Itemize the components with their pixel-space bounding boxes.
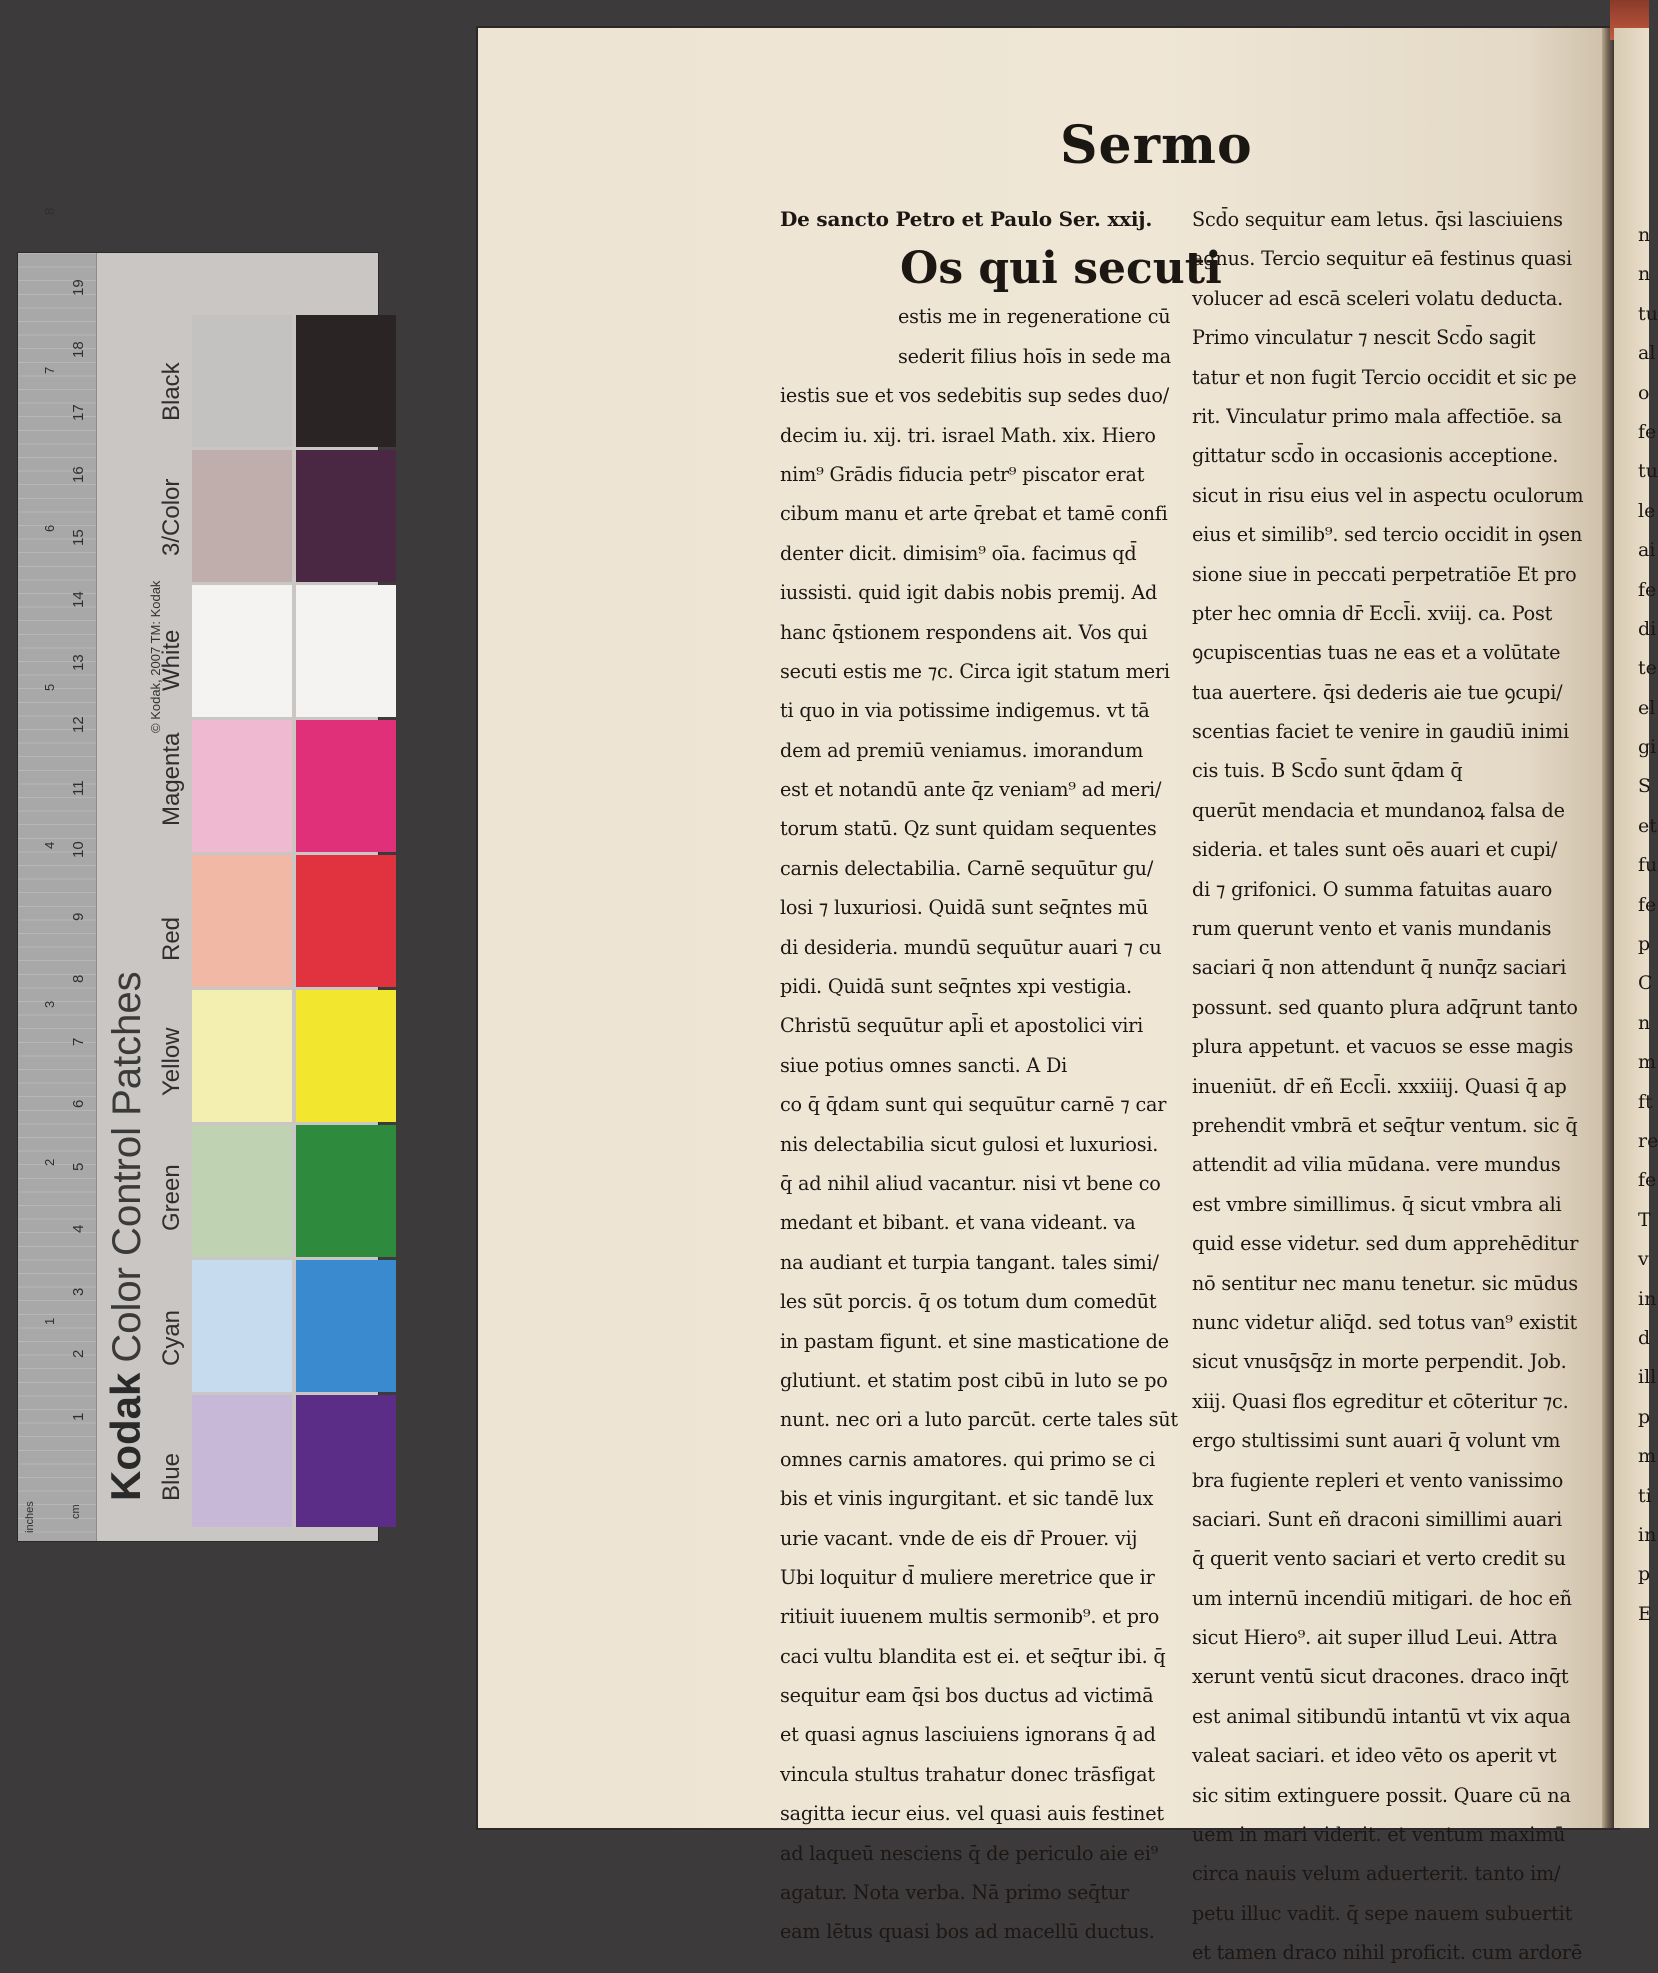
edge-text-fragment: n [1638, 263, 1651, 286]
sermon-title: De sancto Petro et Paulo Ser. xxij. [780, 207, 1153, 231]
text-line: eam lētus quasi bos ad macellū ductus. [780, 1920, 1155, 1944]
text-line: circa nauis velum aduerterit. tanto im/ [1192, 1862, 1561, 1886]
patch-green-dark [296, 1125, 396, 1257]
text-line: sederit filius hoīs in sede ma [898, 344, 1171, 368]
text-line: cibum manu et arte q̄rebat et tamē confi [780, 502, 1168, 526]
text-line: torum statū. Qz sunt quidam sequentes [780, 817, 1157, 841]
text-line: di desideria. mundū sequūtur auari ⁊ cu [780, 935, 1162, 959]
text-line: gittatur scd̄o in occasionis acceptione. [1192, 444, 1559, 468]
text-line: volucer ad escā sceleri volatu deducta. [1192, 286, 1564, 310]
text-line: scentias faciet te venire in gaudiū inimi [1192, 720, 1569, 744]
text-line: iussisti. quid igit dabis nobis premij. Ad [780, 581, 1158, 605]
patch-blue-light [192, 1395, 292, 1527]
inch-unit-label: inches [24, 1501, 36, 1533]
inch-tick-label: 2 [42, 1158, 57, 1166]
edge-text-fragment: ft [1638, 1090, 1653, 1113]
text-line: iestis sue et vos sedebitis sup sedes duo/ [780, 384, 1169, 408]
text-line: attendit ad vilia mūdana. vere mundus [1192, 1153, 1561, 1177]
text-line: uem in mari viderit. et ventum maximū [1192, 1823, 1566, 1847]
text-line: sideria. et tales sunt oēs auari et cupi/ [1192, 838, 1558, 862]
text-line: medant et bibant. et vana videant. va [780, 1211, 1136, 1235]
text-line: Primo vinculatur ⁊ nescit Scd̄o sagit [1192, 326, 1536, 350]
edge-text-fragment: gi [1638, 736, 1657, 759]
kodak-color-target [18, 207, 378, 1541]
cm-tick-label: 6 [70, 1099, 87, 1108]
text-line: Ubi loquitur d̄ muliere meretrice que ir [780, 1565, 1155, 1589]
text-line: sagitta iecur eius. vel quasi auis festinet [780, 1802, 1164, 1826]
text-line: dem ad premiū veniamus. imorandum [780, 738, 1144, 762]
cm-tick-label: 13 [70, 653, 87, 671]
text-line: tua auertere. q̄si dederis aie tue ꝯcupi/ [1192, 680, 1563, 704]
text-line: nunt. nec ori a luto parcūt. certe tales sūt [780, 1408, 1178, 1432]
edge-text-fragment: fe [1638, 893, 1657, 916]
cm-tick-label: 1 [70, 1412, 87, 1421]
patch-label: White [158, 629, 185, 691]
inch-tick-label: 4 [42, 841, 57, 849]
edge-text-fragment: n [1638, 224, 1651, 246]
cm-tick-label: 7 [70, 1037, 87, 1046]
text-line: co q̄ q̄dam sunt qui sequūtur carnē ⁊ car [780, 1093, 1167, 1117]
text-line: agnus. Tercio sequitur eā festinus quasi [1192, 247, 1572, 271]
text-line: et quasi agnus lasciuiens ignorans q̄ ad [780, 1723, 1156, 1747]
text-line: glutiunt. et statim post cibū in luto se po [780, 1368, 1168, 1392]
text-line: quid esse videtur. sed dum apprehēditur [1192, 1232, 1579, 1256]
text-line: in pastam figunt. et sine masticatione de [780, 1329, 1169, 1353]
edge-text-fragment: ti [1638, 1484, 1652, 1507]
text-line: vincula stultus trahatur donec trāsfigat [780, 1762, 1155, 1786]
text-line: prehendit vmbrā et seq̄tur ventum. sic q̄ [1192, 1113, 1578, 1137]
text-line: petu illuc vadit. q̄ sepe nauem subuertit [1192, 1901, 1573, 1925]
text-line: carnis delectabilia. Carnē sequūtur gu/ [780, 856, 1154, 880]
cm-tick-label: 5 [70, 1162, 87, 1171]
sermon-incipit: Os qui secuti [900, 243, 1222, 295]
edge-text-fragment: S [1638, 775, 1652, 798]
edge-text-fragment: v [1638, 1248, 1649, 1271]
text-line: est vmbre simillimus. q̄ sicut vmbra ali [1192, 1192, 1562, 1216]
book-gutter [1602, 28, 1614, 1828]
inch-tick-label: 1 [42, 1317, 57, 1325]
text-line: sicut in risu eius vel in aspectu oculorum [1192, 483, 1584, 507]
product-name: Color Control Patches [105, 971, 149, 1363]
text-line: querūt mendacia et mundanoꝝ falsa de [1192, 798, 1565, 822]
text-line: possunt. sed quanto plura adq̄runt tanto [1192, 995, 1578, 1019]
inch-tick-label: 8 [42, 207, 57, 215]
copyright-text: © Kodak, 2007 TM: Kodak [148, 580, 163, 733]
patch-magenta-light [192, 720, 292, 852]
text-line: xiij. Quasi flos egreditur et cōteritur ⁊c. [1192, 1389, 1569, 1413]
edge-text-fragment: fu [1638, 854, 1658, 877]
cm-tick-label: 10 [70, 841, 87, 858]
text-line: nō sentitur nec manu tenetur. sic mūdus [1192, 1271, 1578, 1295]
edge-text-fragment: n [1638, 1011, 1651, 1034]
edge-text-fragment: p [1638, 1563, 1651, 1586]
patch-white-dark [296, 585, 396, 717]
page-heading: Sermo [1060, 115, 1253, 176]
cm-tick-label: 11 [70, 779, 87, 796]
text-line: um internū incendiū mitigari. de hoc eñ [1192, 1586, 1572, 1610]
edge-text-fragment: E [1638, 1602, 1652, 1625]
text-line: est animal sitibundū intantū vt vix aqua [1192, 1704, 1571, 1728]
cm-tick-label: 2 [70, 1349, 87, 1358]
text-line: sicut vnusq̄sq̄z in morte perpendit. Job. [1192, 1350, 1567, 1374]
edge-text-fragment: te [1638, 657, 1657, 680]
text-line: q̄ querit vento saciari et verto credit su [1192, 1547, 1566, 1571]
patch-label: Blue [158, 1452, 185, 1501]
patch-white-light [192, 585, 292, 717]
inch-tick-label: 5 [42, 683, 57, 691]
patch-red-dark [296, 855, 396, 987]
text-line: bra fugiente repleri et vento vanissimo [1192, 1468, 1564, 1492]
cm-tick-label: 16 [70, 466, 87, 483]
text-line: sicut Hiero⁹. ait super illud Leui. Attra [1192, 1626, 1558, 1650]
edge-text-fragment: fe [1638, 578, 1657, 601]
text-line: urie vacant. vnde de eis dr̄ Prouer. vij [780, 1526, 1138, 1550]
left-column [780, 200, 1222, 1952]
text-line: nunc videtur aliq̄d. sed totus van⁹ existit [1192, 1310, 1577, 1334]
text-line: siue potius omnes sancti. A Di [780, 1053, 1068, 1077]
edge-text-fragment: re [1638, 1129, 1658, 1152]
patch-green-light [192, 1125, 292, 1257]
edge-text-fragment: le [1638, 499, 1656, 522]
edge-text-fragment: ill [1638, 1366, 1657, 1389]
patch-label: 3/Color [158, 478, 185, 556]
edge-text-fragment: p [1638, 933, 1651, 956]
cm-unit-label: cm [70, 1504, 82, 1519]
patch-red-light [192, 855, 292, 987]
cm-tick-label: 12 [70, 716, 87, 733]
patch-black-light [192, 315, 292, 447]
text-line: di ⁊ grifonici. O summa fatuitas auaro [1192, 877, 1553, 901]
edge-text-fragment: al [1638, 342, 1656, 365]
text-line: agatur. Nota verba. Nā primo seq̄tur [780, 1881, 1129, 1905]
edge-text-fragment: T [1638, 1208, 1651, 1231]
patch-label: Black [158, 362, 185, 421]
text-line: et tamen draco nihil proficit. cum ardorē [1192, 1941, 1583, 1965]
text-line: tatur et non fugit Tercio occidit et sic pe [1192, 365, 1577, 389]
edge-text-fragment: fe [1638, 420, 1657, 443]
cm-tick-label: 3 [70, 1287, 87, 1296]
patch-cyan-dark [296, 1260, 396, 1392]
text-line: plura appetunt. et vacuos se esse magis [1192, 1035, 1574, 1059]
text-line: sic sitim extinguere possit. Quare cū na [1192, 1783, 1571, 1807]
cm-tick-label: 4 [70, 1224, 87, 1233]
edge-text-fragment: in [1638, 1287, 1657, 1310]
edge-text-fragment: ai [1638, 539, 1656, 562]
patch-label: Green [158, 1164, 185, 1231]
text-line: saciari. Sunt eñ draconi simillimi auari [1192, 1507, 1563, 1531]
text-line: Scd̄o sequitur eam letus. q̄si lasciuiens [1192, 208, 1563, 231]
cm-tick-label: 17 [70, 403, 87, 421]
inch-tick-label: 3 [42, 1000, 57, 1008]
text-line: valeat saciari. et ideo vēto os aperit vt [1192, 1744, 1557, 1768]
text-line: denter dicit. dimisim⁹ oīa. facimus qd̄ [780, 541, 1137, 565]
edge-text-fragment: m [1638, 1051, 1657, 1074]
right-column [1192, 200, 1592, 1973]
text-line: pter hec omnia dr̄ Eccl̄i. xviij. ca. Post [1192, 601, 1553, 625]
next-page-edge [1614, 28, 1658, 1828]
text-line: pidi. Quidā sunt seq̄ntes xpi vestigia. [780, 975, 1132, 999]
edge-text-fragment: o [1638, 381, 1650, 404]
patch-blue-dark [296, 1395, 396, 1527]
cm-tick-label: 15 [70, 528, 87, 546]
edge-text-fragment: tu [1638, 460, 1658, 483]
text-line: est et notandū ante q̄z veniam⁹ ad meri/ [780, 778, 1162, 802]
patch-black-dark [296, 315, 396, 447]
kodak-branding [102, 971, 150, 1501]
text-line: les sūt porcis. q̄ os totum dum comedūt [780, 1290, 1157, 1314]
text-line: na audiant et turpia tangant. tales simi/ [780, 1250, 1159, 1274]
patch-yellow-dark [296, 990, 396, 1122]
edge-text-fragment: p [1638, 1405, 1651, 1428]
text-line: q̄ ad nihil aliud vacantur. nisi vt bene co [780, 1171, 1161, 1195]
edge-text-fragment: d [1638, 1326, 1651, 1349]
cm-tick-label: 19 [70, 278, 87, 296]
edge-text-fragment: C [1638, 972, 1653, 995]
patch-label: Cyan [158, 1309, 185, 1366]
edge-text-fragment: fe [1638, 1169, 1657, 1192]
text-line: sione siue in peccati perpetratiōe Et pro [1192, 562, 1577, 586]
edge-text-fragment: in [1638, 1523, 1657, 1546]
edge-text-fragment: di [1638, 617, 1657, 640]
text-line: nim⁹ Grādis fiducia petr⁹ piscator erat [780, 462, 1145, 486]
patch-3-color-light [192, 450, 292, 582]
inch-tick-label: 7 [42, 366, 57, 374]
patch-3-color-dark [296, 450, 396, 582]
patch-label: Yellow [158, 1027, 185, 1096]
text-line: caci vultu blandita est ei. et seq̄tur ibi. q̄ [780, 1644, 1166, 1668]
inch-tick-label: 6 [42, 524, 57, 532]
text-line: cis tuis. B Scd̄o sunt q̄dam q̄ [1192, 759, 1463, 783]
text-line: bis et vinis ingurgitant. et sic tandē lux [780, 1487, 1154, 1511]
cm-tick-label: 14 [70, 591, 87, 608]
text-line: ergo stultissimi sunt auari q̄ volunt vm [1192, 1429, 1561, 1453]
text-line: xerunt ventū sicut dracones. draco inq̄t [1192, 1665, 1569, 1689]
patch-cyan-light [192, 1260, 292, 1392]
patch-label: Red [158, 916, 185, 961]
cm-tick-label: 9 [70, 912, 87, 921]
text-line: secuti estis me ⁊c. Circa igit statum meri [780, 659, 1170, 683]
edge-text-fragment: et [1638, 814, 1657, 837]
text-line: hanc q̄stionem respondens ait. Vos qui [780, 620, 1148, 644]
text-line: rit. Vinculatur primo mala affectiōe. sa [1192, 404, 1562, 428]
brand-name: Kodak [102, 1372, 149, 1501]
ruler [18, 207, 97, 1541]
text-line: ꝯcupiscentias tuas ne eas et a volūtate [1192, 641, 1561, 665]
text-line: eius et similib⁹. sed tercio occidit in ꝯsen [1192, 523, 1583, 547]
text-line: sequitur eam q̄si bos ductus ad victimā [780, 1684, 1154, 1708]
text-line: inueniūt. dr̄ eñ Eccl̄i. xxxiiij. Quasi q̄ ap [1192, 1074, 1567, 1098]
edge-text-fragment: tu [1638, 302, 1658, 325]
text-line: nis delectabilia sicut gulosi et luxuriosi. [780, 1132, 1159, 1156]
text-line: omnes carnis amatores. qui primo se ci [780, 1447, 1156, 1471]
text-line: ritiuit iuuenem multis sermonib⁹. et pro [780, 1605, 1160, 1629]
cm-tick-label: 8 [70, 974, 87, 983]
patch-magenta-dark [296, 720, 396, 852]
text-line: rum querunt vento et vanis mundanis [1192, 917, 1552, 941]
patch-yellow-light [192, 990, 292, 1122]
text-line: saciari q̄ non attendunt q̄ nunq̄z saciari [1192, 956, 1567, 980]
text-line: ad laqueū nesciens q̄ de periculo aie ei⁹ [780, 1841, 1159, 1865]
text-line: decim iu. xij. tri. israel Math. xix. Hiero [780, 423, 1156, 447]
text-line: ti quo in via potissime indigemus. vt tā [780, 699, 1150, 723]
text-line: losi ⁊ luxuriosi. Quidā sunt seq̄ntes mū [780, 896, 1149, 920]
patch-label: Magenta [158, 732, 185, 826]
edge-text-fragment: m [1638, 1445, 1657, 1468]
text-line: Christū sequūtur apl̄i et apostolici viri [780, 1014, 1144, 1038]
cm-tick-label: 18 [70, 341, 87, 358]
edge-text-fragment: el [1638, 696, 1656, 719]
text-line: estis me in regeneratione cū [898, 305, 1171, 329]
